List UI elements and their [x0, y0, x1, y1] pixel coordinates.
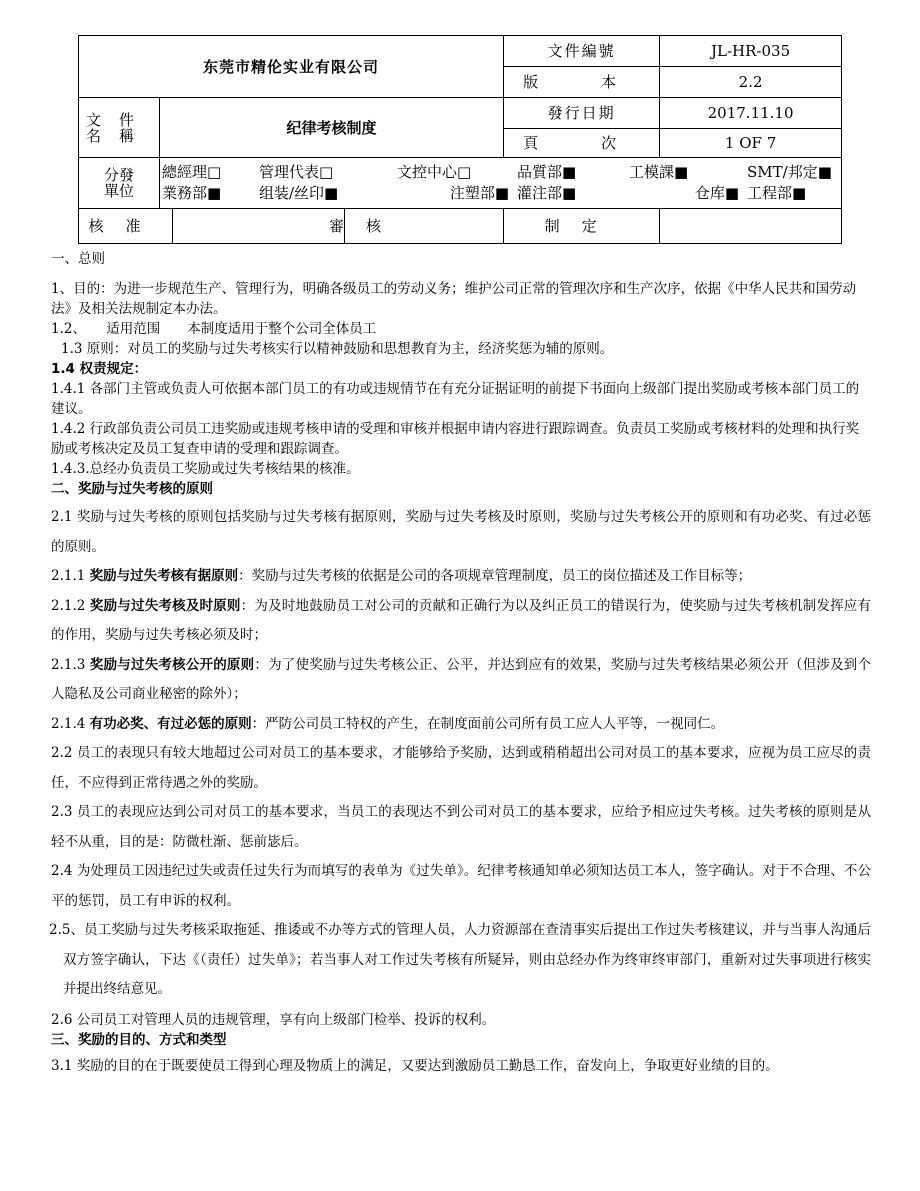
paragraph-1-4-3: 1.4.3.总经办负责员工奖励或过失考核结果的核准。: [51, 461, 360, 477]
document-header-table: [78, 35, 842, 244]
prepare-signature-field: [660, 209, 842, 244]
dist-unit: 業務部■: [162, 184, 222, 202]
paragraph-2-3: 2.3 员工的表现应达到公司对员工的基本要求，当员工的表现达不到公司对员工的基本要求，应给予相应过失考核。过失考核的原则是从轻不从重，目的是：防微杜渐、惩前毖后。: [51, 804, 871, 850]
dist-unit: 仓库■: [694, 184, 739, 202]
paragraph-2-1-4: 2.1.4 有功必奖、有过必惩的原则：严防公司员工特权的产生，在制度面前公司所有员工应人人平等，一视同仁。: [51, 715, 725, 732]
paragraph-2-5: 2.5、员工奖励与过失考核采取拖延、推诿或不办等方式的管理人员，人力资源部在查清事实后提出工作过失考核建议，并与当事人沟通后双方签字确认，下达《（责任）过失单》；若当事人对工作过失考核有所疑异，则由总经办作为终审终审部门，重新对过失事项进行核实并提出终结意见。: [49, 922, 871, 997]
doc-number: JL-HR-035: [660, 36, 842, 67]
prepare-label: 制定: [504, 209, 660, 244]
issue-date-label: 發行日期: [504, 98, 660, 129]
paragraph-2-1-2: 2.1.2 奖励与过失考核及时原则：为及时地鼓励员工对公司的贡献和正确行为以及纠正员工的错误行为，使奖励与过失考核机制发挥应有的作用，奖励与过失考核必须及时；: [51, 597, 872, 643]
paragraph-2-4: 2.4 为处理员工因违纪过失或责任过失行为而填写的表单为《过失单》。纪律考核通知单必须知达员工本人，签字确认。对于不合理、不公平的惩罚，员工有申诉的权利。: [51, 863, 871, 909]
dist-unit: 總經理□: [162, 163, 222, 181]
doc-name-label: 文件 名稱: [79, 98, 160, 158]
paragraph-3-1: 3.1 奖励的目的在于既要使员工得到心理及物质上的满足，又要达到激励员工勤恳工作，奋发向上，争取更好业绩的目的。: [51, 1057, 779, 1074]
paragraph-2-1: 2.1 奖励与过失考核的原则包括奖励与过失考核有据原则，奖励与过失考核及时原则，奖励与过失考核公开的原则和有功必奖、有过必惩的原则。: [51, 509, 871, 555]
company-name: 东莞市精伦实业有限公司: [79, 36, 504, 98]
paragraph-1-2: 1.2、 适用范围 本制度适用于整个公司全体员工: [51, 321, 377, 337]
section-2-title: 二、奖励与过失考核的原则: [51, 481, 213, 497]
page-number: 1 OF 7: [660, 129, 842, 158]
approve-signature-field: [173, 209, 345, 244]
section-1-title: 一、总则: [51, 251, 105, 267]
review-label: 審核: [345, 209, 504, 244]
dist-unit: 文控中心□: [397, 163, 472, 181]
section-3-title: 三、奖励的目的、方式和类型: [51, 1031, 227, 1048]
paragraph-2-2: 2.2 员工的表现只有较大地超过公司对员工的基本要求，才能够给予奖励，达到或稍稍超出公司对员工的基本要求，应视为员工应尽的责任，不应得到正常待遇之外的奖励。: [51, 745, 871, 791]
paragraph-2-6: 2.6 公司员工对管理人员的违规管理，享有向上级部门检举、投诉的权利。: [51, 1011, 496, 1028]
dist-unit: SMT/邦定■: [747, 163, 832, 181]
dist-unit: 注塑部■: [449, 184, 509, 202]
document-body: [51, 249, 871, 1081]
dist-unit: 灌注部■: [517, 184, 577, 202]
paragraph-1-1: 1、目的：为进一步规范生产、管理行为，明确各级员工的劳动义务；维护公司正常的管理次序和生产次序，依据《中华人民共和国劳动法》及相关法规制定本办法。: [51, 281, 857, 317]
dist-unit: 工程部■: [747, 184, 807, 202]
doc-number-label: 文件編號: [504, 36, 660, 67]
approve-label: 核准: [79, 209, 173, 244]
paragraph-2-1-3: 2.1.3 奖励与过失考核公开的原则：为了使奖励与过失考核公正、公平，并达到应有的效果，奖励与过失考核结果必须公开（但涉及到个人隐私及公司商业秘密的除外）；: [51, 656, 872, 702]
dist-unit: 工模課■: [629, 163, 689, 181]
version-label: 版 本: [504, 67, 660, 98]
paragraph-1-4-1: 1.4.1 各部门主管或负责人可依据本部门员工的有功或违规情节在有充分证据证明的前提下书面向上级部门提出奖励或考核本部门员工的建议。: [51, 381, 860, 417]
paragraph-1-4-2: 1.4.2 行政部负责公司员工违奖励或违规考核申请的受理和审核并根据申请内容进行跟踪调查。负责员工奖励或考核材料的处理和执行奖励或考核决定及员工复查申请的受理和跟踪调查。: [51, 421, 860, 457]
paragraph-2-1-1: 2.1.1 奖励与过失考核有据原则：奖励与过失考核的依据是公司的各项规章管理制度，员工的岗位描述及工作目标等；: [51, 568, 752, 584]
dist-unit: 品質部■: [517, 163, 577, 181]
version: 2.2: [660, 67, 842, 98]
dist-unit: 管理代表□: [259, 163, 334, 181]
issue-date: 2017.11.10: [660, 98, 842, 129]
distribution-label: 分發 單位: [79, 158, 160, 209]
page-label: 頁 次: [504, 129, 660, 158]
dist-unit: 组装/丝印■: [259, 184, 339, 202]
doc-title: 纪律考核制度: [160, 98, 504, 158]
paragraph-1-3: 1.3 原则：对员工的奖励与过失考核实行以精神鼓励和思想教育为主，经济奖惩为辅的原则。: [61, 341, 614, 357]
paragraph-1-4-title: 1.4 权责规定：: [51, 361, 148, 377]
distribution-units: [160, 158, 842, 209]
